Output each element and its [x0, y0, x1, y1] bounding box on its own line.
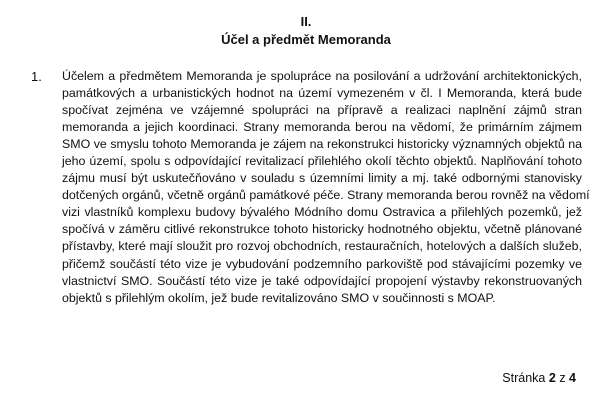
paragraph-line: dotčených orgánů, včetně orgánů památkové péče. Strany memoranda berou rovněž na vědomí — [62, 188, 590, 203]
section-number: II. — [300, 14, 312, 29]
paragraph-line: přístavby, které mají sloužit pro rozvoj obchodních, restauračních, hotelových a dalších služeb, — [62, 239, 582, 254]
paragraph-line: vlastnictví SMO. Součástí této vize je také odpovídající propojení výstavby rekonstruovaných — [62, 273, 582, 288]
paragraph-line: spočívá v záměru citlivé rekonstrukce tohoto historicky hodnotného objektu, včetně plánované — [62, 222, 582, 237]
paragraph-line: jeho území, spolu s odpovídající revitalizací přilehlého okolí těchto objektů. Naplňování tohoto — [62, 154, 582, 169]
article-paragraph — [62, 68, 590, 307]
paragraph-line: vizi vlastníků komplexu budovy bývalého Módního domu Ostravica a přilehlých pozemků, jež — [62, 205, 582, 220]
current-page-number: 2 — [548, 371, 556, 385]
paragraph-line: Účelem a předmětem Memoranda je spolupráce na posilování a udržování architektonických, — [62, 69, 582, 83]
paragraph-line: objektů s přilehlým okolím, jež bude revitalizováno SMO v součinnosti s MOAP. — [62, 290, 496, 305]
page-footer — [502, 370, 576, 386]
total-pages-number: 4 — [569, 371, 576, 385]
paragraph-line: spočívat zejména ve vzájemné spolupráci na přípravě a realizaci naplnění zájmů stran — [62, 103, 582, 118]
paragraph-line: memoranda a jejich koordinaci. Strany memoranda berou na vědomí, že primárním zájmem — [62, 120, 582, 135]
paragraph-line: SMO ve smyslu tohoto Memoranda je zájem na rekonstrukci historicky významných objektů na — [62, 137, 582, 152]
section-title: Účel a předmět Memoranda — [221, 32, 391, 47]
page-separator: z — [559, 371, 566, 385]
paragraph-line: zájmu musí být uskutečňováno v souladu s územními limity a mj. také odbornými stanovisky — [62, 171, 582, 186]
paragraph-line: památkových a urbanistických hodnot na území vymezeném v čl. I Memoranda, která bude — [62, 86, 582, 101]
page-label: Stránka — [502, 371, 546, 385]
article-number: 1. — [31, 69, 42, 84]
paragraph-line: přičemž součástí této vize je vybudování podzemního parkoviště pod stávajícími pozemky ve — [62, 256, 582, 271]
